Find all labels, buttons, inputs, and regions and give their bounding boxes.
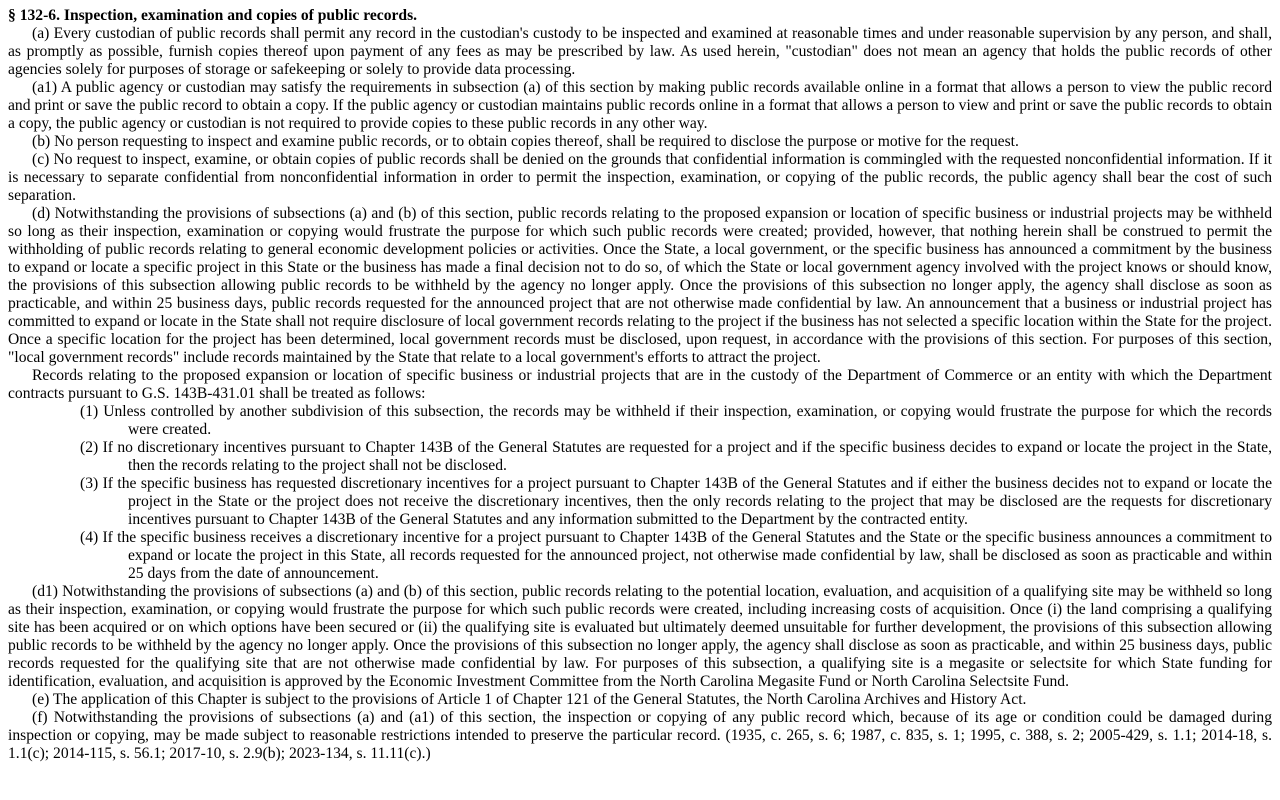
statute-document xyxy=(8,7,1272,763)
list-item: (2) If no discretionary incentives pursuant to Chapter 143B of the General Statutes are requested for a project and if the specific business decides to expand or locate the project in the State, then the records relating to the project shall not be disclosed. xyxy=(80,439,1272,474)
list-item: (1) Unless controlled by another subdivision of this subsection, the records may be withheld if their inspection, examination, or copying would frustrate the purpose for which the records were created. xyxy=(80,403,1272,438)
subsection-d1: (d1) Notwithstanding the provisions of subsections (a) and (b) of this section, public records relating to the potential location, evaluation, and acquisition of a qualifying site may be withheld so long as their inspection, examination, or copying would frustrate the purpose for which such public records were created, including increasing costs of acquisition. Once (i) the land comprising a qualifying site has been acquired or on which options have been secured or (ii) the qualifying site is evaluated but ultimately deemed unsuitable for further development, the provisions of this subsection allowing public records to be withheld by the agency no longer apply. Once the provisions of this subsection no longer apply, the agency shall disclose as soon as practicable, and within 25 business days, public records requested for the qualifying site that are not otherwise made confidential by law. For purposes of this subsection, a qualifying site is a megasite or selectsite for which State funding for identification, evaluation, and acquisition is approved by the Economic Investment Committee from the North Carolina Megasite Fund or North Carolina Selectsite Fund. xyxy=(8,583,1272,690)
subsection-b: (b) No person requesting to inspect and examine public records, or to obtain copies thereof, shall be required to disclose the purpose or motive for the request. xyxy=(32,133,1019,150)
subsection-a1: (a1) A public agency or custodian may satisfy the requirements in subsection (a) of this section by making public records available online in a format that allows a person to view the public record and print or save the public record to obtain a copy. If the public agency or custodian maintains public records online in a format that allows a person to view and print or save the public records to obtain a copy, the public agency or custodian is not required to provide copies to these public records in any other way. xyxy=(8,79,1272,132)
list-item: (3) If the specific business has requested discretionary incentives for a project pursuant to Chapter 143B of the General Statutes and if either the business decides not to expand or locate the project in the State or the project does not receive the discretionary incentives, then the only records relating to the project that may be disclosed are the requests for discretionary incentives pursuant to Chapter 143B of the General Statutes and any information submitted to the Department by the contracted entity. xyxy=(80,475,1272,528)
subsection-d: (d) Notwithstanding the provisions of subsections (a) and (b) of this section, public records relating to the proposed expansion or location of specific business or industrial projects may be withheld so long as their inspection, examination or copying would frustrate the purpose for which such public records were created; provided, however, that nothing herein shall be construed to permit the withholding of public records relating to general economic development policies or activities. Once the State, a local government, or the specific business has announced a commitment by the business to expand or locate a specific project in this State or the business has made a final decision not to do so, of which the State or local government agency involved with the project knows or should know, the provisions of this subsection allowing public records to be withheld by the agency no longer apply. Once the provisions of this subsection no longer apply, the agency shall disclose as soon as practicable, and within 25 business days, public records requested for the announced project that are not otherwise made confidential by law. An announcement that a business or industrial project has committed to expand or locate in the State shall not require disclosure of local government records relating to the project if the business has not selected a specific location within the State for the project. Once a specific location for the project has been determined, local government records must be disclosed, upon request, in accordance with the provisions of this section. For purposes of this section, "local government records" include records maintained by the State that relate to a local government's efforts to attract the project. xyxy=(8,205,1272,366)
records-treatment-intro: Records relating to the proposed expansion or location of specific business or industrial projects that are in the custody of the Department of Commerce or an entity with which the Department contracts pursuant to G.S. 143B-431.01 shall be treated as follows: xyxy=(8,367,1272,402)
subsection-e: (e) The application of this Chapter is subject to the provisions of Article 1 of Chapter 121 of the General Statutes, the North Carolina Archives and History Act. xyxy=(32,691,1027,708)
subsection-a: (a) Every custodian of public records shall permit any record in the custodian's custody to be inspected and examined at reasonable times and under reasonable supervision by any person, and shall, as promptly as possible, furnish copies thereof upon payment of any fees as may be prescribed by law. As used herein, "custodian" does not mean an agency that holds the public records of other agencies solely for purposes of storage or safekeeping or solely to provide data processing. xyxy=(8,25,1272,78)
section-heading: § 132-6. Inspection, examination and copies of public records. xyxy=(8,7,418,24)
subsection-f: (f) Notwithstanding the provisions of subsections (a) and (a1) of this section, the inspection or copying of any public record which, because of its age or condition could be damaged during inspection or copying, may be made subject to reasonable restrictions intended to preserve the particular record. (1935, c. 265, s. 6; 1987, c. 835, s. 1; 1995, c. 388, s. 2; 2005-429, s. 1.1; 2014-18, s. 1.1(c); 2014-115, s. 56.1; 2017-10, s. 2.9(b); 2023-134, s. 11.11(c).) xyxy=(8,709,1272,762)
list-item: (4) If the specific business receives a discretionary incentive for a project pursuant to Chapter 143B of the General Statutes and the State or the specific business announces a commitment to expand or locate the project in this State, all records requested for the announced project, not otherwise made confidential by law, shall be disclosed as soon as practicable and within 25 days from the date of announcement. xyxy=(80,529,1272,582)
subsection-c: (c) No request to inspect, examine, or obtain copies of public records shall be denied on the grounds that confidential information is commingled with the requested nonconfidential information. If it is necessary to separate confidential from nonconfidential information in order to permit the inspection, examination, or copying of the public records, the public agency shall bear the cost of such separation. xyxy=(8,151,1272,204)
